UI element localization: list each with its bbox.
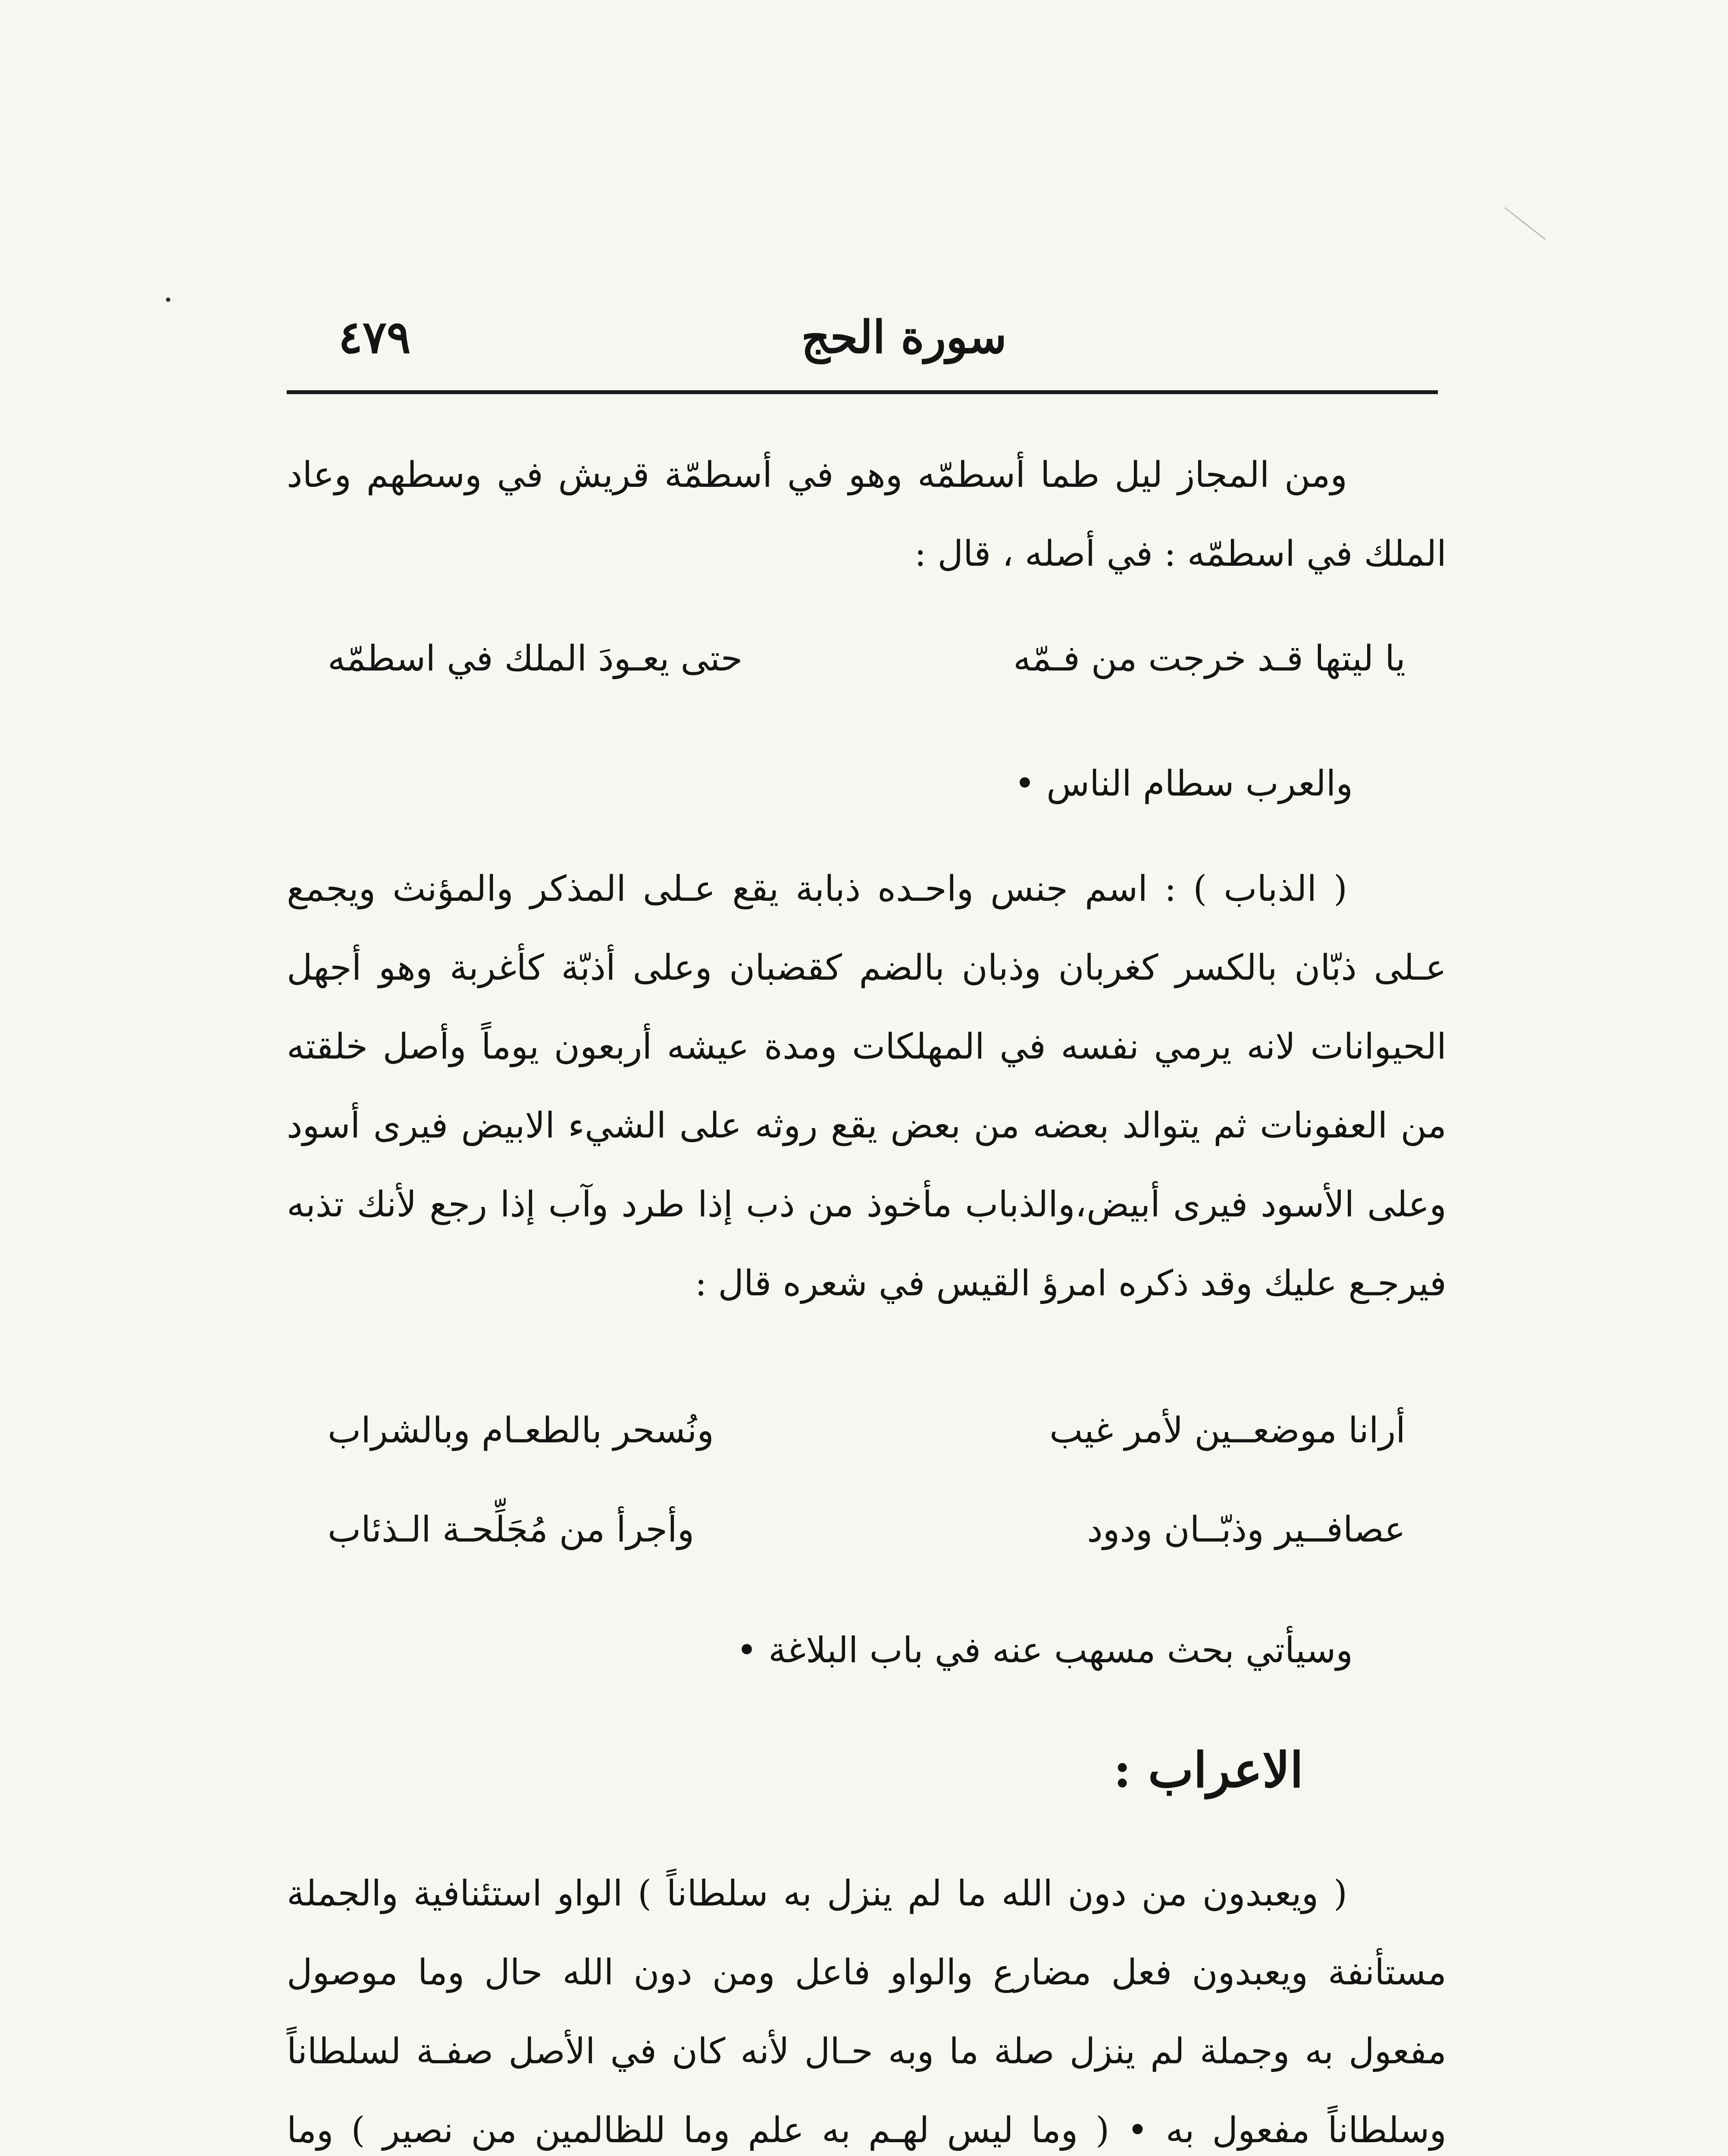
running-title: سورة الحج [801, 310, 1007, 364]
verse-line-3 [328, 1509, 1406, 1591]
scan-speck [166, 298, 170, 302]
verse-line-1 [328, 638, 1406, 720]
paragraph-text: ( الذباب ) : اسم جنس واحـده ذبابة يقع عـلى المذكر والمؤنث ويجمع عـلى ذبّان بالكسر كغربان وذبان بالضم كقضبان وعلى أذبّة كأغربة وهو أجهل الحيوانات لانه يرمي نفسه في المهلكات ومدة عيشه أربعون يوماً وأصل خلقته من العفونات ثم يتوالد بعضه من بعض يقع روثه على الشيء الابيض فيرى أسود وعلى الأسود فيرى أبيض،والذباب مأخوذ من ذب إذا طرد وآب إذا رجع لأنك تذبه فيرجـع عليك وقد ذكره امرؤ القيس في شعره قال : [287, 868, 1446, 1304]
verse-hemistich-second: حتى يعـودَ الملك في اسطمّه [328, 638, 743, 679]
paragraph-text: ومن المجاز ليل طما أسطمّه وهو في أسطمّة قريش في وسطهم وعاد الملك في اسطمّه : في أصله ، قال : [287, 454, 1446, 574]
page-number: ٤٧٩ [338, 310, 411, 364]
scan-scratch [1504, 207, 1546, 240]
paragraph-balagha-note: وسيأتي بحث مسهب عنه في باب البلاغة • [736, 1630, 1353, 1671]
verse-hemistich-first: يا ليتها قـد خرجت من فـمّه [1013, 638, 1406, 679]
paragraph-majaz [287, 436, 1446, 593]
paragraph-irab [287, 1854, 1446, 2156]
paragraph-arab: والعرب سطام الناس • [1014, 763, 1353, 804]
paragraph-dhubab [287, 849, 1446, 1323]
verse-hemistich-second: وأجرأ من مُجَلِّحـة الـذئاب [328, 1509, 695, 1550]
header-rule [287, 390, 1438, 394]
paragraph-text: ( ويعبدون من دون الله ما لم ينزل به سلطاناً ) الواو استئنافية والجملة مستأنفة ويعبدون فعل مضارع والواو فاعل ومن دون الله حال وما موصول مفعول به وجملة لم ينزل صلة ما وبه حـال لأنه كان في الأصل صفـة لسلطاناً وسلطاناً مفعول به • ( وما ليس لهـم به علم وما للظالمين من نصير ) وما [287, 1873, 1446, 2151]
verse-hemistich-second: ونُسحر بالطعـام وبالشراب [328, 1410, 714, 1451]
section-heading-irab: الاعراب : [1113, 1742, 1303, 1799]
verse-line-2 [328, 1410, 1406, 1492]
verse-hemistich-first: عصافــير وذبّــان ودود [1087, 1509, 1406, 1550]
verse-hemistich-first: أرانا موضعــين لأمر غيب [1049, 1410, 1406, 1451]
page-header [287, 302, 1438, 375]
